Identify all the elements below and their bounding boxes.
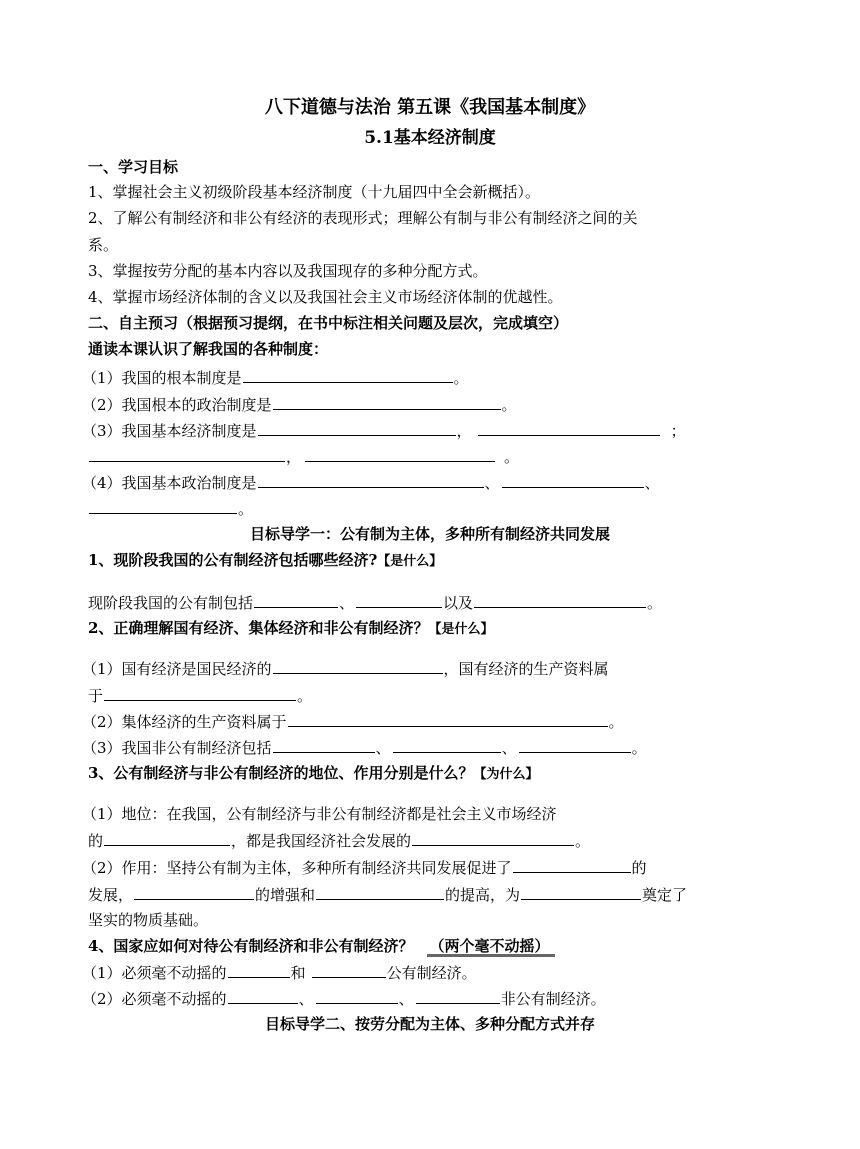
goal1-question-1: 1、现阶段我国的公有制经济包括哪些经济?【是什么】 (88, 551, 443, 569)
blank[interactable] (312, 962, 386, 978)
goal-item-2: 2、了解公有制经济和非公有经济的表现形式；理解公有制与非公有制经济之间的关 (88, 209, 638, 227)
blank[interactable] (316, 884, 444, 900)
blank[interactable] (273, 394, 501, 410)
blank[interactable] (393, 737, 501, 753)
preview-q1: （1）我国的根本制度是 。 (82, 369, 469, 387)
goal-item-2-cont: 系。 (88, 236, 119, 254)
goal-item-1: 1、掌握社会主义初级阶段基本经济制度（十九届四中全会新概括）。 (88, 183, 541, 201)
blank[interactable] (258, 472, 484, 488)
preview-q4-cont: 。 (88, 498, 760, 519)
blank[interactable] (134, 884, 254, 900)
blank[interactable] (104, 830, 230, 846)
preview-q2: （2）我国根本的政治制度是 。 (82, 396, 517, 414)
blank[interactable] (356, 592, 442, 608)
goal1-answer-2-1: （1）国有经济是国民经济的 ，国有经济的生产资料属 (82, 660, 609, 678)
blank[interactable] (416, 988, 500, 1004)
question-tag-underlined: （两个毫不动摇） (427, 938, 555, 957)
goal1-answer-1: 现阶段我国的公有制包括 、 以及 。 (88, 594, 663, 612)
section-heading-goals: 一、学习目标 (88, 158, 179, 176)
blank[interactable] (521, 884, 641, 900)
blank[interactable] (89, 446, 285, 462)
blank[interactable] (254, 592, 338, 608)
document-title: 八下道德与法治 第五课《我国基本制度》 (264, 97, 596, 118)
blank[interactable] (513, 857, 631, 873)
goal1-question-2: 2、正确理解国有经济、集体经济和非公有制经济？【是什么】 (88, 619, 494, 637)
goal1-answer-2-1-cont: 于 。 (88, 687, 313, 705)
blank[interactable] (228, 988, 298, 1004)
blank[interactable] (305, 446, 495, 462)
blank[interactable] (519, 737, 631, 753)
goal1-answer-4-1: （1）必须毫不动摇的 和 公有制经济。 (82, 964, 477, 982)
blank[interactable] (502, 472, 644, 488)
preview-q4: （4）我国基本政治制度是 、 、 (82, 474, 660, 492)
goal1-answer-3-1-cont: 的 ，都是我国经济社会发展的 。 (88, 832, 591, 850)
document-subtitle: 5.1基本经济制度 (364, 128, 496, 148)
goal-item-4: 4、掌握市场经济体制的含义以及我国社会主义市场经济体制的优越性。 (88, 288, 563, 306)
blank[interactable] (288, 711, 608, 727)
blank[interactable] (273, 658, 443, 674)
blank[interactable] (104, 685, 296, 701)
preview-q3-cont: ， 。 (88, 446, 760, 467)
goal1-answer-3-2-cont: 发展， 的增强和 的提高，为 奠定了 (88, 886, 688, 904)
section-heading-preview: 二、自主预习（根据预习提纲，在书中标注相关问题及层次，完成填空） (88, 314, 569, 332)
blank[interactable] (228, 962, 290, 978)
blank[interactable] (474, 592, 646, 608)
blank[interactable] (316, 988, 398, 1004)
goal1-question-4: 4、国家应如何对待公有制经济和非公有制经济？ （两个毫不动摇） (88, 936, 760, 957)
goal1-answer-3-1: （1）地位：在我国，公有制经济与非公有制经济都是社会主义市场经济 (82, 805, 557, 823)
blank[interactable] (273, 737, 375, 753)
blank[interactable] (478, 420, 660, 436)
goal1-answer-4-2: （2）必须毫不动摇的 、 、 非公有制经济。 (82, 990, 606, 1008)
blank[interactable] (89, 498, 237, 514)
preview-q3: （3）我国基本经济制度是 ， ； (82, 422, 686, 440)
blank[interactable] (243, 367, 453, 383)
goal1-answer-3-2: （2）作用：坚持公有制为主体，多种所有制经济共同发展促进了 的 (82, 859, 647, 877)
blank[interactable] (412, 830, 574, 846)
goal1-heading: 目标导学一：公有制为主体，多种所有制经济共同发展 (249, 525, 610, 543)
goal1-answer-2-3: （3）我国非公有制经济包括 、 、 。 (82, 739, 647, 757)
goal1-answer-3-2-end: 坚实的物质基础。 (88, 911, 209, 929)
blank[interactable] (258, 420, 456, 436)
goal2-heading: 目标导学二、按劳分配为主体、多种分配方式并存 (264, 1015, 595, 1033)
goal-item-3: 3、掌握按劳分配的基本内容以及我国现存的多种分配方式。 (88, 262, 488, 280)
preview-intro: 通读本课认识了解我国的各种制度： (88, 340, 329, 358)
goal1-answer-2-2: （2）集体经济的生产资料属于 。 (82, 713, 624, 731)
goal1-question-3: 3、公有制经济与非公有制经济的地位、作用分别是什么？【为什么】 (88, 764, 539, 782)
